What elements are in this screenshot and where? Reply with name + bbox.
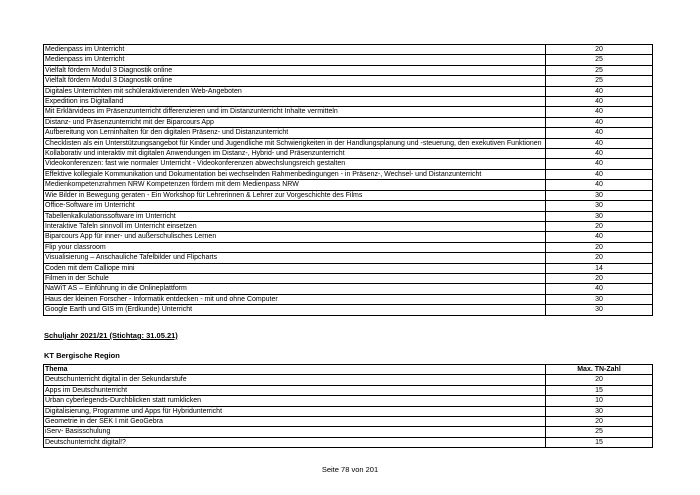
table-row [44, 169, 653, 179]
table-row [44, 138, 653, 148]
cell-thema: Haus der kleinen Forscher - Informatik entdecken - mit und ohne Computer [44, 294, 546, 304]
course-table-bottom-body [44, 365, 653, 448]
table-row [44, 375, 653, 385]
cell-thema: Filmen in der Schule [44, 273, 546, 283]
cell-thema: Mit Erklärvideos im Präsenzunterricht differenzieren und im Distanzunterricht Inhalte vermitteln [44, 107, 546, 117]
cell-thema: Digitales Unterrichten mit schüleraktivierenden Web-Angeboten [44, 86, 546, 96]
cell-thema: Geometrie in der SEK I mit GeoGebra [44, 417, 546, 427]
table-row [44, 211, 653, 221]
table-row [44, 437, 653, 447]
cell-max-tn: 20 [546, 221, 653, 231]
table-row [44, 76, 653, 86]
cell-thema: Vielfalt fördern Modul 3 Diagnostik online [44, 65, 546, 75]
cell-max-tn: 25 [546, 76, 653, 86]
school-year-heading: Schuljahr 2021/21 (Stichtag: 31.05.21) [44, 331, 178, 340]
cell-max-tn: 20 [546, 375, 653, 385]
table-row [44, 253, 653, 263]
cell-max-tn: 25 [546, 65, 653, 75]
table-row [44, 263, 653, 273]
cell-max-tn: 40 [546, 169, 653, 179]
cell-max-tn: 40 [546, 86, 653, 96]
cell-max-tn: 40 [546, 97, 653, 107]
course-table-top-body [44, 45, 653, 316]
table-row [44, 396, 653, 406]
cell-max-tn: 20 [546, 273, 653, 283]
table-row [44, 232, 653, 242]
cell-max-tn: 30 [546, 294, 653, 304]
cell-thema: Aufbereitung von Lerninhalten für den digitalen Präsenz- und Distanzunterricht [44, 128, 546, 138]
table-row [44, 97, 653, 107]
course-table-bottom [43, 364, 653, 448]
table-row [44, 284, 653, 294]
table-row [44, 149, 653, 159]
table-row [44, 427, 653, 437]
cell-thema: Coden mit dem Calliope mini [44, 263, 546, 273]
cell-max-tn: 40 [546, 159, 653, 169]
cell-thema: Vielfalt fördern Modul 3 Diagnostik online [44, 76, 546, 86]
cell-max-tn: 30 [546, 211, 653, 221]
table-row [44, 180, 653, 190]
cell-thema: Kollaborativ und interaktiv mit digitalen Anwendungen im Distanz-, Hybrid- und Präsenzunterricht [44, 149, 546, 159]
cell-thema: Expedition ins Digitalland [44, 97, 546, 107]
cell-max-tn: 15 [546, 385, 653, 395]
table-row [44, 55, 653, 65]
cell-max-tn: 30 [546, 406, 653, 416]
table-row [44, 201, 653, 211]
cell-thema: Effektive kollegiale Kommunikation und Dokumentation bei wechselnden Rahmenbedingungen - in Präsenz-, Wechsel- und Distanzunterricht [44, 169, 546, 179]
table-row [44, 406, 653, 416]
table-row [44, 273, 653, 283]
cell-max-tn: 40 [546, 149, 653, 159]
table-row [44, 242, 653, 252]
cell-thema: Deutschunterricht digital in der Sekundarstufe [44, 375, 546, 385]
cell-thema: Urban cyberlegends-Durchblicken statt rumklicken [44, 396, 546, 406]
cell-thema: Google Earth und GIS im (Erdkunde) Unterricht [44, 305, 546, 315]
table-row [44, 221, 653, 231]
cell-thema: Medienpass im Unterricht [44, 45, 546, 55]
cell-thema: Deutschunterricht digital!? [44, 437, 546, 447]
cell-thema: NaWiT AS – Einführung in die Onlineplattform [44, 284, 546, 294]
table-row [44, 65, 653, 75]
cell-max-tn: 20 [546, 45, 653, 55]
cell-thema: Office-Software im Unterricht [44, 201, 546, 211]
cell-thema: Visualisierung – Anschauliche Tafelbilder und Flipcharts [44, 253, 546, 263]
cell-thema: Checklisten als ein Unterstützungsangebot für Kinder und Jugendliche mit Schwierigkeiten in der Handlungsplanung und -steuerung, den exekutiven Funktionen [44, 138, 546, 148]
page-footer: Seite 78 von 201 [321, 465, 379, 474]
course-table-top [43, 44, 653, 316]
cell-max-tn: 40 [546, 284, 653, 294]
table-row [44, 45, 653, 55]
cell-thema: Tabellenkalkulationssoftware im Unterricht [44, 211, 546, 221]
table-row [44, 117, 653, 127]
cell-thema: Flip your classroom [44, 242, 546, 252]
cell-max-tn: 30 [546, 201, 653, 211]
table-row [44, 385, 653, 395]
cell-max-tn: 20 [546, 253, 653, 263]
header-max-tn: Max. TN-Zahl [546, 365, 653, 375]
table-row [44, 128, 653, 138]
cell-max-tn: 40 [546, 180, 653, 190]
cell-thema: Medienkompetenzrahmen NRW Kompetenzen fördern mit dem Medienpass NRW [44, 180, 546, 190]
cell-thema: Wie Bilder in Bewegung geraten - Ein Workshop für Lehrerinnen & Lehrer zur Vorgeschichte des Films [44, 190, 546, 200]
cell-thema: Apps im Deutschunterricht [44, 385, 546, 395]
cell-max-tn: 40 [546, 128, 653, 138]
cell-max-tn: 15 [546, 437, 653, 447]
header-thema: Thema [44, 365, 546, 375]
cell-thema: Distanz- und Präsenzunterricht mit der Biparcours App [44, 117, 546, 127]
table-row [44, 107, 653, 117]
cell-thema: Biparcours App für inner- und außerschulisches Lernen [44, 232, 546, 242]
cell-max-tn: 20 [546, 242, 653, 252]
table-row [44, 417, 653, 427]
region-heading: KT Bergische Region [44, 351, 120, 360]
table-row [44, 86, 653, 96]
cell-thema: Medienpass im Unterricht [44, 55, 546, 65]
cell-thema: Interaktive Tafeln sinnvoll im Unterricht einsetzen [44, 221, 546, 231]
cell-max-tn: 40 [546, 138, 653, 148]
cell-thema: Videokonferenzen: fast wie normaler Unterricht - Videokonferenzen abwechslungsreich gestalten [44, 159, 546, 169]
cell-max-tn: 25 [546, 427, 653, 437]
cell-thema: Digitalisierung, Programme und Apps für Hybridunterricht [44, 406, 546, 416]
cell-max-tn: 30 [546, 305, 653, 315]
cell-max-tn: 14 [546, 263, 653, 273]
table-row [44, 159, 653, 169]
cell-max-tn: 40 [546, 117, 653, 127]
cell-max-tn: 10 [546, 396, 653, 406]
table-header-row [44, 365, 653, 375]
table-row [44, 190, 653, 200]
cell-max-tn: 40 [546, 107, 653, 117]
cell-max-tn: 20 [546, 417, 653, 427]
table-row [44, 294, 653, 304]
cell-max-tn: 40 [546, 232, 653, 242]
table-row [44, 305, 653, 315]
cell-thema: iServ- Basisschulung [44, 427, 546, 437]
cell-max-tn: 25 [546, 55, 653, 65]
cell-max-tn: 30 [546, 190, 653, 200]
